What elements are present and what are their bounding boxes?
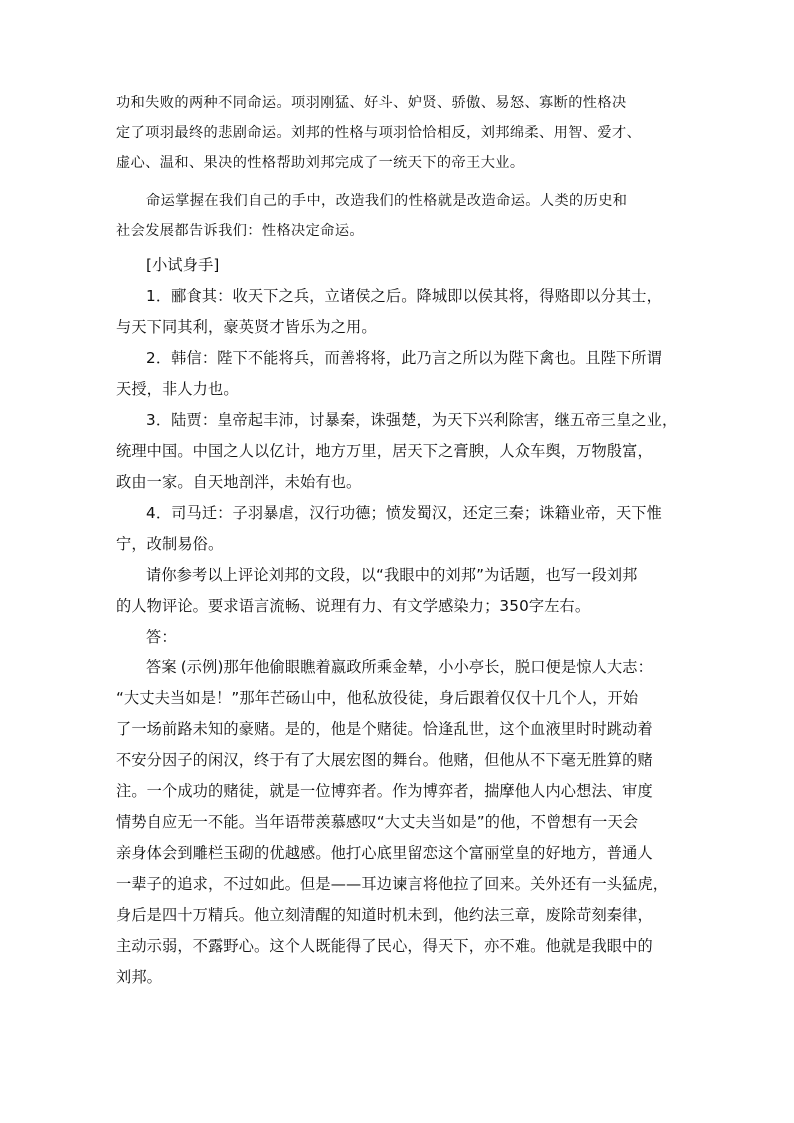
answer-section — [116, 652, 678, 993]
text-line: 情势自应无一不能。当年语带羡慕感叹“大丈夫当如是”的他，不曾想有一天会 — [116, 813, 639, 831]
text-line: 命运掌握在我们自己的手中，改造我们的性格就是改造命运。人类的历史和 — [146, 193, 628, 209]
practice-item-4 — [116, 498, 678, 560]
text-line: 政由一家。自天地剖泮，未始有也。 — [116, 473, 362, 491]
text-line: 4．司马迁：子羽暴虐，汉行功德；愤发蜀汉，还定三秦；诛籍业帝，天下惟 — [146, 504, 662, 522]
answer-prompt-label: 答： — [146, 628, 177, 646]
answer-line-1: (示例)那年他偷眼瞧着嬴政所乘金辇，小小亭长，脱口便是惊人大志： — [180, 658, 653, 676]
answer-tag: 答案 — [146, 658, 177, 676]
text-line: 主动示弱，不露野心。这个人既能得了民心，得天下，亦不难。他就是我眼中的 — [116, 937, 653, 955]
text-line: 一辈子的追求，不过如此。但是——耳边谏言将他拉了回来。关外还有一头猛虎， — [116, 875, 669, 893]
text-line: 定了项羽最终的悲剧命运。刘邦的性格与项羽恰恰相反，刘邦绵柔、用智、爱才、 — [116, 125, 642, 141]
text-line: 了一场前路未知的豪赌。是的，他是个赌徒。恰逢乱世，这个血液里时时跳动着 — [116, 720, 653, 738]
text-line: 身后是四十万精兵。他立刻清醒的知道时机未到，他约法三章，废除苛刻秦律， — [116, 906, 653, 924]
text-line: 天授，非人力也。 — [116, 380, 239, 398]
text-line: 的人物评论。要求语言流畅、说理有力、有文学感染力；350字左右。 — [116, 597, 591, 615]
text-line: 功和失败的两种不同命运。项羽刚猛、好斗、妒贤、骄傲、易怒、寡断的性格决 — [116, 95, 627, 111]
text-line: 宁，改制易俗。 — [116, 535, 224, 553]
essay-paragraph-2 — [116, 186, 678, 246]
text-line: 3．陆贾：皇帝起丰沛，讨暴秦，诛强楚，为天下兴利除害，继五帝三皇之业， — [146, 411, 678, 429]
text-line: 不安分因子的闲汉，终于有了大展宏图的舞台。他赌，但他从不下毫无胜算的赌 — [116, 751, 653, 769]
text-line: 请你参考以上评论刘邦的文段，以“我眼中的刘邦”为话题，也写一段刘邦 — [146, 566, 638, 584]
text-line: 1．郦食其：收天下之兵，立诸侯之后。降城即以侯其将，得赂即以分其士， — [146, 287, 662, 305]
text-line: 虚心、温和、果决的性格帮助刘邦完成了一统天下的帝王大业。 — [116, 155, 525, 171]
practice-item-2 — [116, 343, 678, 405]
text-line: 社会发展都告诉我们：性格决定命运。 — [116, 223, 364, 239]
text-line: 注。一个成功的赌徒，就是一位博弈者。作为博弈者，揣摩他人内心想法、审度 — [116, 782, 653, 800]
practice-heading: [小试身手] — [146, 256, 220, 274]
practice-item-3 — [116, 405, 678, 498]
text-line: 刘邦。 — [116, 968, 163, 986]
text-line: “大丈夫当如是！”那年芒砀山中，他私放役徒，身后跟着仅仅十几个人，开始 — [116, 689, 639, 707]
text-line: 2．韩信：陛下不能将兵，而善将将，此乃言之所以为陛下禽也。且陛下所谓 — [146, 349, 662, 367]
practice-section — [116, 250, 678, 653]
essay-paragraph-1 — [116, 88, 678, 178]
text-line: 与天下同其利，豪英贤才皆乐为之用。 — [116, 318, 377, 336]
text-line: 统理中国。中国之人以亿计，地方万里，居天下之膏腴，人众车舆，万物殷富， — [116, 442, 653, 460]
text-line — [116, 652, 678, 683]
text-line: 亲身体会到雕栏玉砌的优越感。他打心底里留恋这个富丽堂皇的好地方，普通人 — [116, 844, 653, 862]
practice-item-1 — [116, 281, 678, 343]
practice-prompt — [116, 560, 678, 622]
